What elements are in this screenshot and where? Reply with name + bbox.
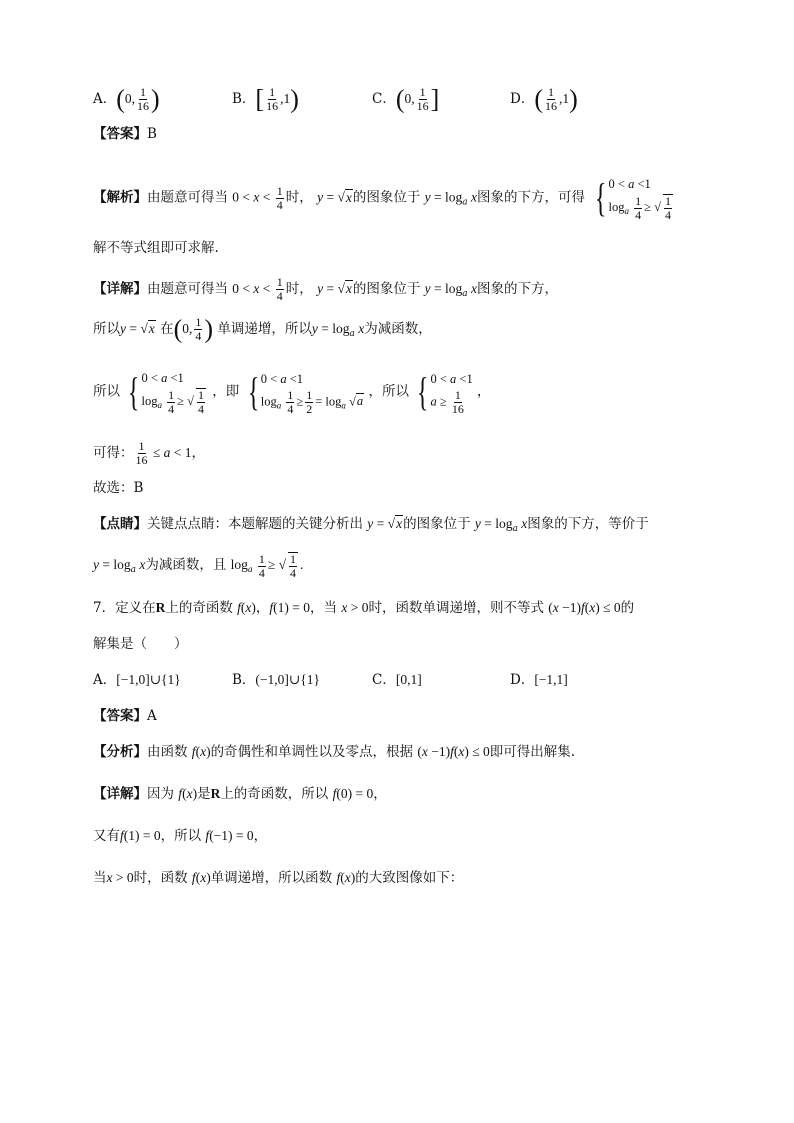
q6-analysis: 【解析】由题意可得当 0 < x < $\frac{1}{4}$ 时， y = √x的图象位于 $y = \log_a x$图象的下方，可得 { 0 < a <1 $\log_a$ $\frac{1}{4}$ ≥ √ $\frac{1}{4}$ <box>93 175 672 222</box>
q6-option-c: C．(0, $\frac{1}{16}$ ] <box>372 84 440 114</box>
q6-conclusion: 故选：B <box>93 480 144 496</box>
answer-tag: 【答案】 <box>93 126 147 142</box>
q7-option-b: B．(−1,0]∪{1} <box>232 672 320 688</box>
q6-analysis-line2: 解不等式组即可求解. <box>93 240 219 256</box>
q7-analysis: 【分析】由函数 f(x)的奇偶性和单调性以及零点，根据 (x −1)f(x) ≤ 0即可得出解集. <box>93 744 576 760</box>
q6-option-b: B．[ $\frac{1}{16}$ ,1) <box>232 84 299 114</box>
q7-detail-line2: 又有f(1) = 0，所以 f(−1) = 0， <box>93 828 268 844</box>
q7-option-d: D．[−1,1] <box>510 672 568 688</box>
q6-detail-line4: 可得： $\frac{1}{16}$ ≤ a < 1， <box>93 439 206 467</box>
q6-detail-line3: 所以 { 0 < a <1 $\log_a$ $\frac{1}{4}$ ≥ √ $\frac{1}{4}$ ，即 { 0 < a <1 $\log_a$ $\frac{1}{4}$ ≥ $\frac{1}{2}$ = $\log_a √a$ ，所以 { 0 < a <1 a ≥ $\frac{1}{16}$ ， <box>93 369 491 416</box>
q6-remark-line2: $y = \log_a x$为减函数，且 $\log_a$ $\frac{1}{4}$ ≥ √ $\frac{1}{4}$ . <box>93 551 304 580</box>
q7-answer: 【答案】A <box>93 708 157 724</box>
q6-detail-line2: 所以y = √x 在(0, $\frac{1}{4}$ ) 单调递增，所以$y = \log_a x$为减函数， <box>93 314 432 344</box>
q7-detail: 【详解】因为 f(x)是R上的奇函数，所以 f(0) = 0， <box>93 786 387 802</box>
q7-option-a: A．[−1,0]∪{1} <box>93 672 181 688</box>
q7-detail-line3: 当x > 0时，函数 f(x)单调递增，所以函数 f(x)的大致图像如下： <box>93 870 464 886</box>
q7-stem-line2: 解集是（ ） <box>93 636 188 652</box>
q7-option-c: C．[0,1] <box>372 672 422 688</box>
q6-detail: 【详解】由题意可得当 0 < x < $\frac{1}{4}$ 时， y = √x的图象位于 $y = \log_a x$图象的下方， <box>93 275 559 303</box>
q6-option-a: A．(0, $\frac{1}{16}$ ) <box>93 84 160 114</box>
q6-option-d: D．( $\frac{1}{16}$ ,1) <box>510 84 578 114</box>
q6-answer: 【答案】B <box>93 126 157 142</box>
q6-remark: 【点睛】关键点点睛：本题解题的关键分析出 y = √x的图象位于 $y = \log_a x$图象的下方，等价于 <box>93 516 649 534</box>
q7-stem: 7．定义在R上的奇函数 f(x)，f(1) = 0，当 x > 0时，函数单调递增，则不等式 (x −1)f(x) ≤ 0的 <box>93 600 635 616</box>
